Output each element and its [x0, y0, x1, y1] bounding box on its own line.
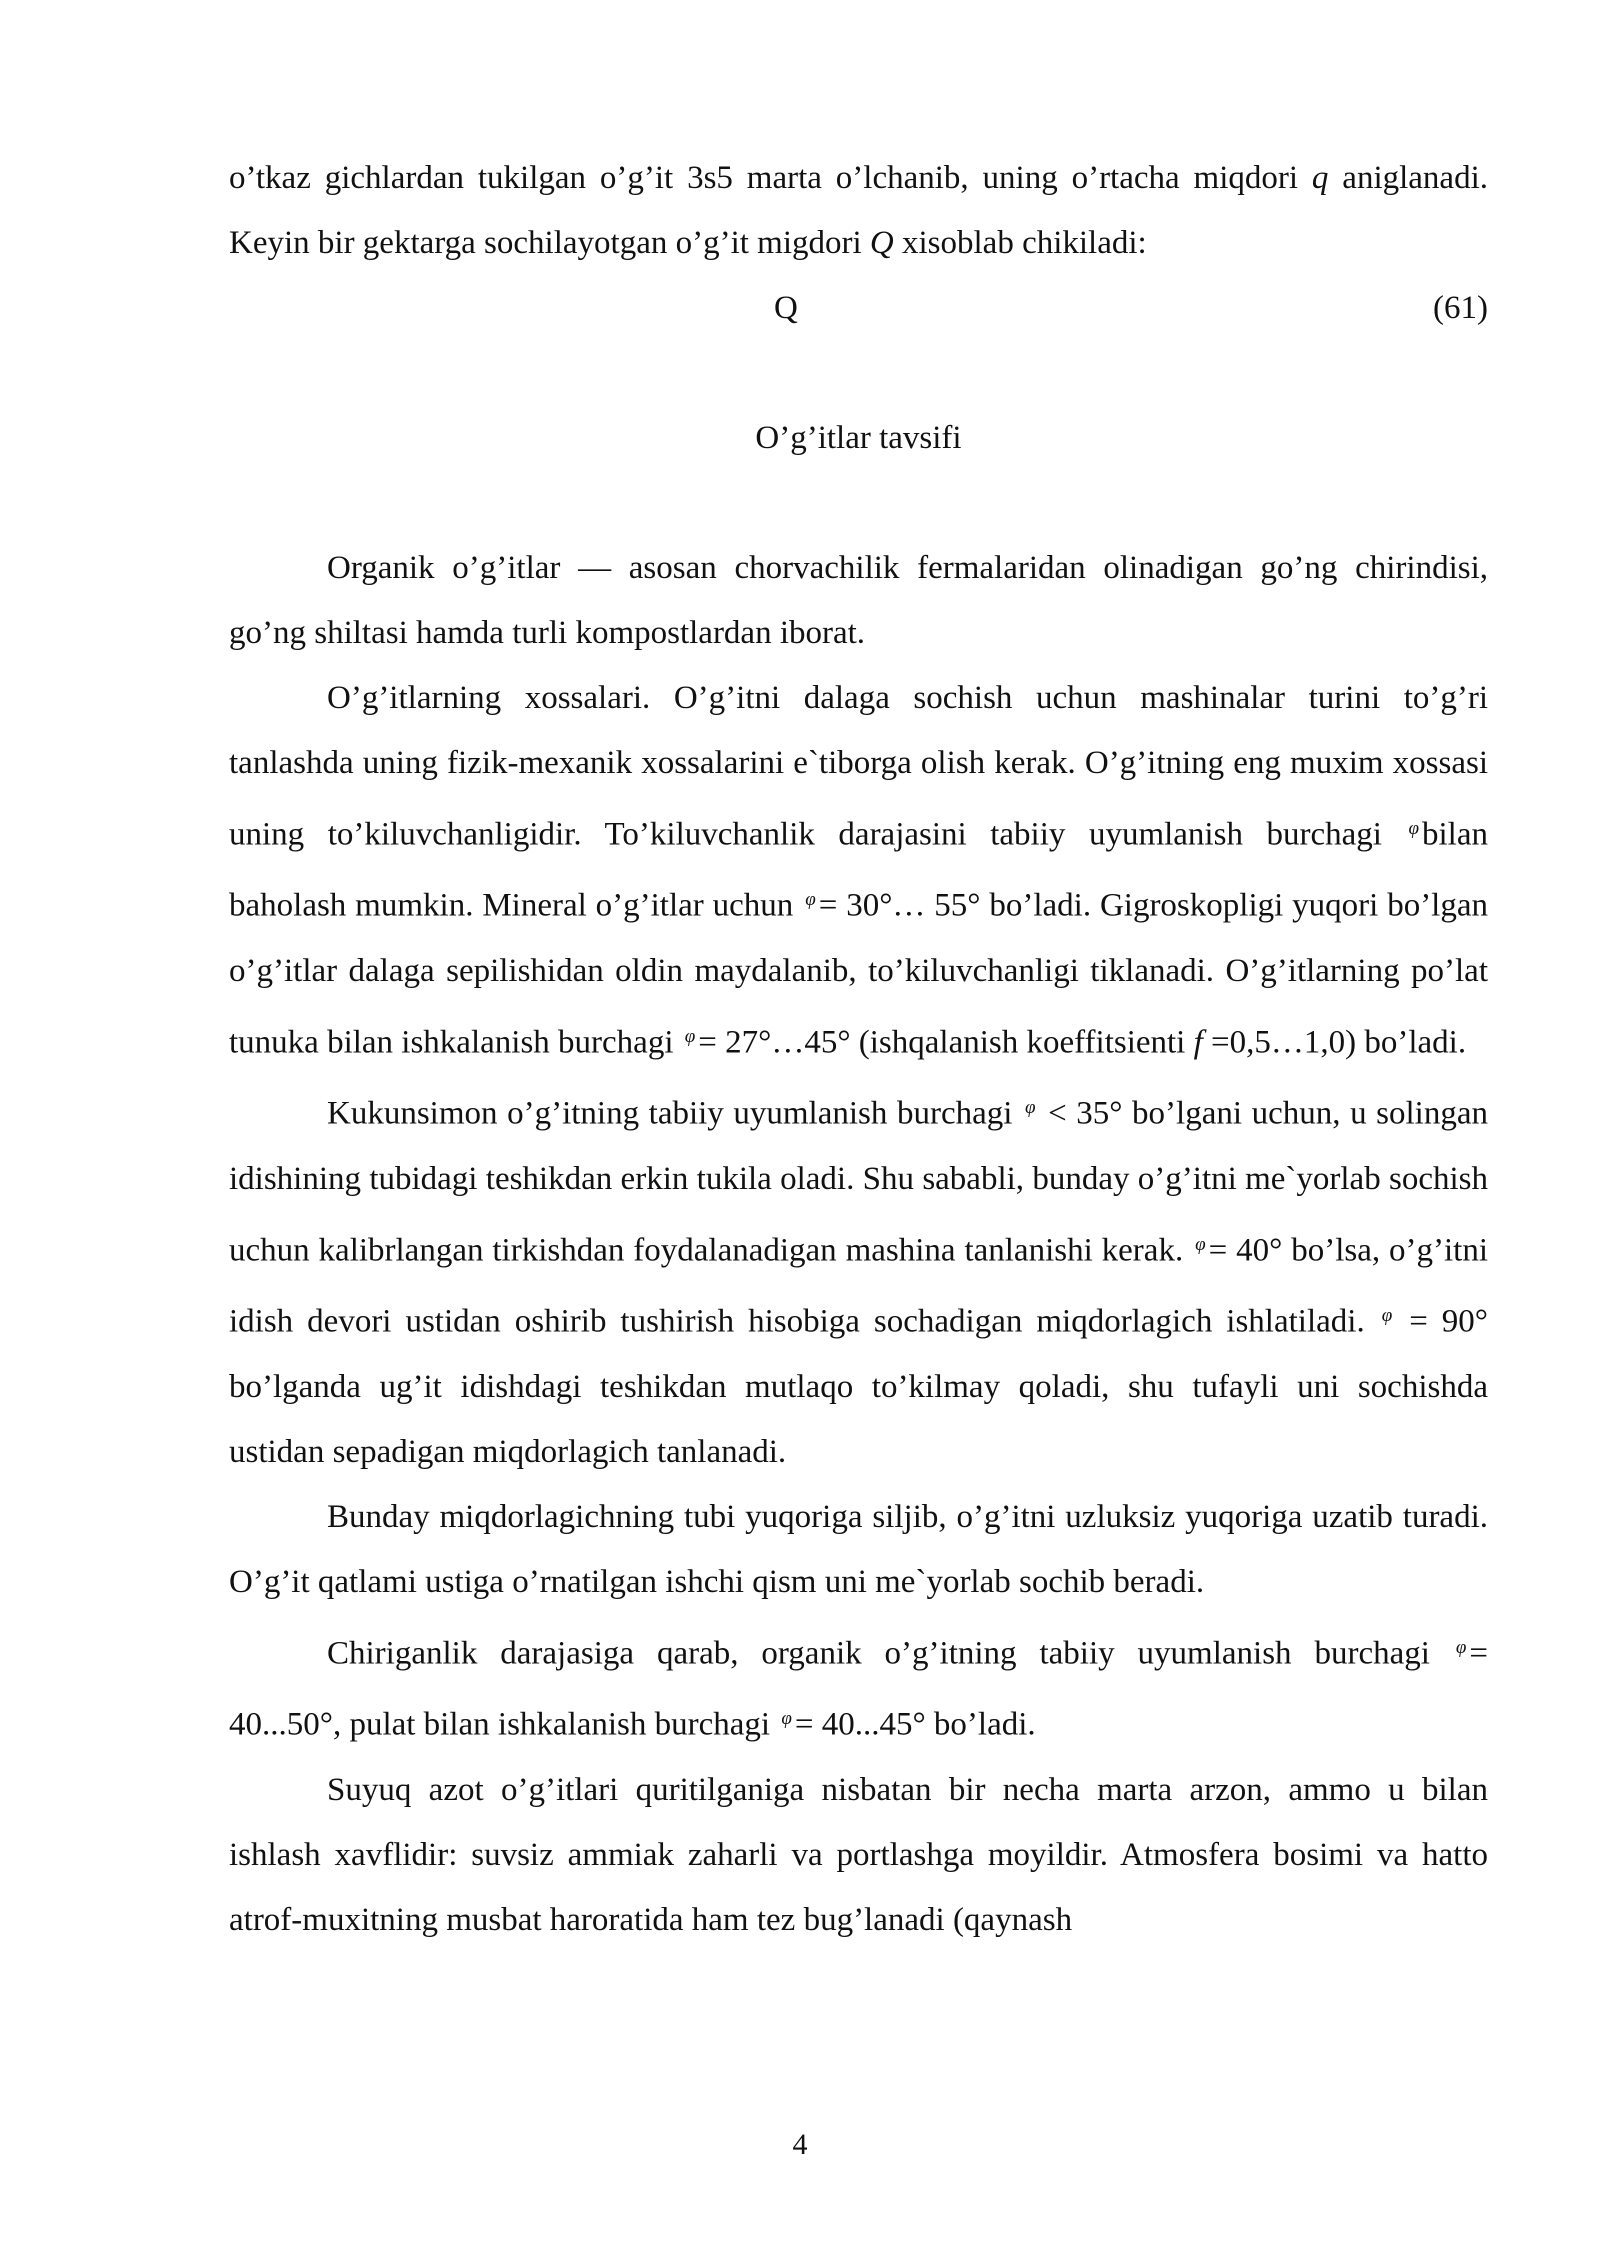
- section-heading: O’g’itlar tavsifi: [755, 420, 962, 456]
- equation-symbol: Q: [774, 290, 798, 326]
- phi-symbol: φ: [1455, 1636, 1467, 1658]
- paragraph-properties: O’g’itlarning xossalari. O’g’itni dalaga sochish uchun mashinalar turini to’g’ri tanlashda uning fizik-mexanik xossalarini e`tiborga olish kerak. O’g’itning eng muxim xossasi uning to’kiluvchanligidir. To’kiluvchanlik darajasini tabiiy uyumlanish burchagi $^\varphi$bilan baholash mumkin. Mineral o’g’itlar uchun $^\varphi$= 30°… 55° bo’ladi. Gigroskopligi yuqori bo’lgan o’g’itlar dalaga sepilishidan oldin maydalanib, to’kiluvchanligi tiklanadi. O’g’itlarning po’lat tunuka bilan ishkalanish burchagi $^\varphi$= 27°…45° (ishqalanish koeffitsienti f =0,5…1,0) bo’ladi.: [229, 680, 1488, 1061]
- phi-symbol: φ: [781, 1708, 792, 1730]
- intro-paragraph: o’tkaz gichlardan tukilgan o’g’it 3s5 marta o’lchanib, uning o’rtacha miqdori q aniglanadi. Keyin bir gektarga sochilayotgan o’g’it migdori Q xisoblab chikiladi:: [229, 160, 1488, 261]
- page-number: 4: [792, 2128, 808, 2161]
- phi-symbol: φ: [1381, 1305, 1393, 1327]
- paragraph-organic: Organik o’g’itlar — asosan chorvachilik fermalaridan olinadigan go’ng chirindisi, go’ng shiltasi hamda turli kompostlardan iborat.: [229, 550, 1488, 651]
- paragraph-dispenser: Bunday miqdorlagichning tubi yuqoriga siljib, o’g’itni uzluksiz yuqoriga uzatib turadi. O’g’it qatlami ustiga o’rnatilgan ishchi qism uni me`yorlab sochib beradi.: [229, 1498, 1488, 1600]
- phi-symbol: φ: [805, 889, 816, 911]
- phi-symbol: φ: [1408, 818, 1420, 839]
- phi-symbol: φ: [684, 1025, 696, 1047]
- paragraph-decay: Chiriganlik darajasiga qarab, organik o’g’itning tabiiy uyumlanish burchagi $^\varphi$= 40...50°, pulat bilan ishkalanish burchagi $^\varphi$= 40...45° bo’ladi.: [229, 1635, 1488, 1743]
- variable-Q: Q: [869, 225, 894, 261]
- phi-symbol: φ: [1025, 1097, 1036, 1119]
- paragraph-powder: Kukunsimon o’g’itning tabiiy uyumlanish burchagi $^\varphi$ < 35° bo’lgani uchun, u solingan idishining tubidagi teshikdan erkin tukila oladi. Shu sababli, bunday o’g’itni me`yorlab sochish uchun kalibrlangan tirkishdan foydalanadigan mashina tanlanishi kerak. $^\varphi$= 40° bo’lsa, o’g’itni idish devori ustidan oshirib tushirish hisobiga sochadigan miqdorlagich ishlatiladi. $^\varphi$ = 90° bo’lganda ug’it idishdagi teshikdan mutlaqo to’kilmay qoladi, shu tufayli uni sochishda ustidan sepadigan miqdorlagich tanlanadi.: [229, 1095, 1488, 1470]
- equation-number: (61): [1433, 290, 1488, 326]
- variable-q: q: [1311, 160, 1329, 196]
- paragraph-liquid-nitrogen: Suyuq azot o’g’itlari quritilganiga nisbatan bir necha marta arzon, ammo u bilan ishlash xavflidir: suvsiz ammiak zaharli va portlashga moyildir. Atmosfera bosimi va hatto atrof-muxitning musbat haroratida ham tez bug’lanadi (qaynash: [229, 1771, 1488, 1938]
- equation-line: [229, 276, 1488, 341]
- page-content: [229, 146, 1488, 1953]
- phi-symbol: φ: [1195, 1233, 1206, 1255]
- variable-f: f: [1193, 1024, 1203, 1061]
